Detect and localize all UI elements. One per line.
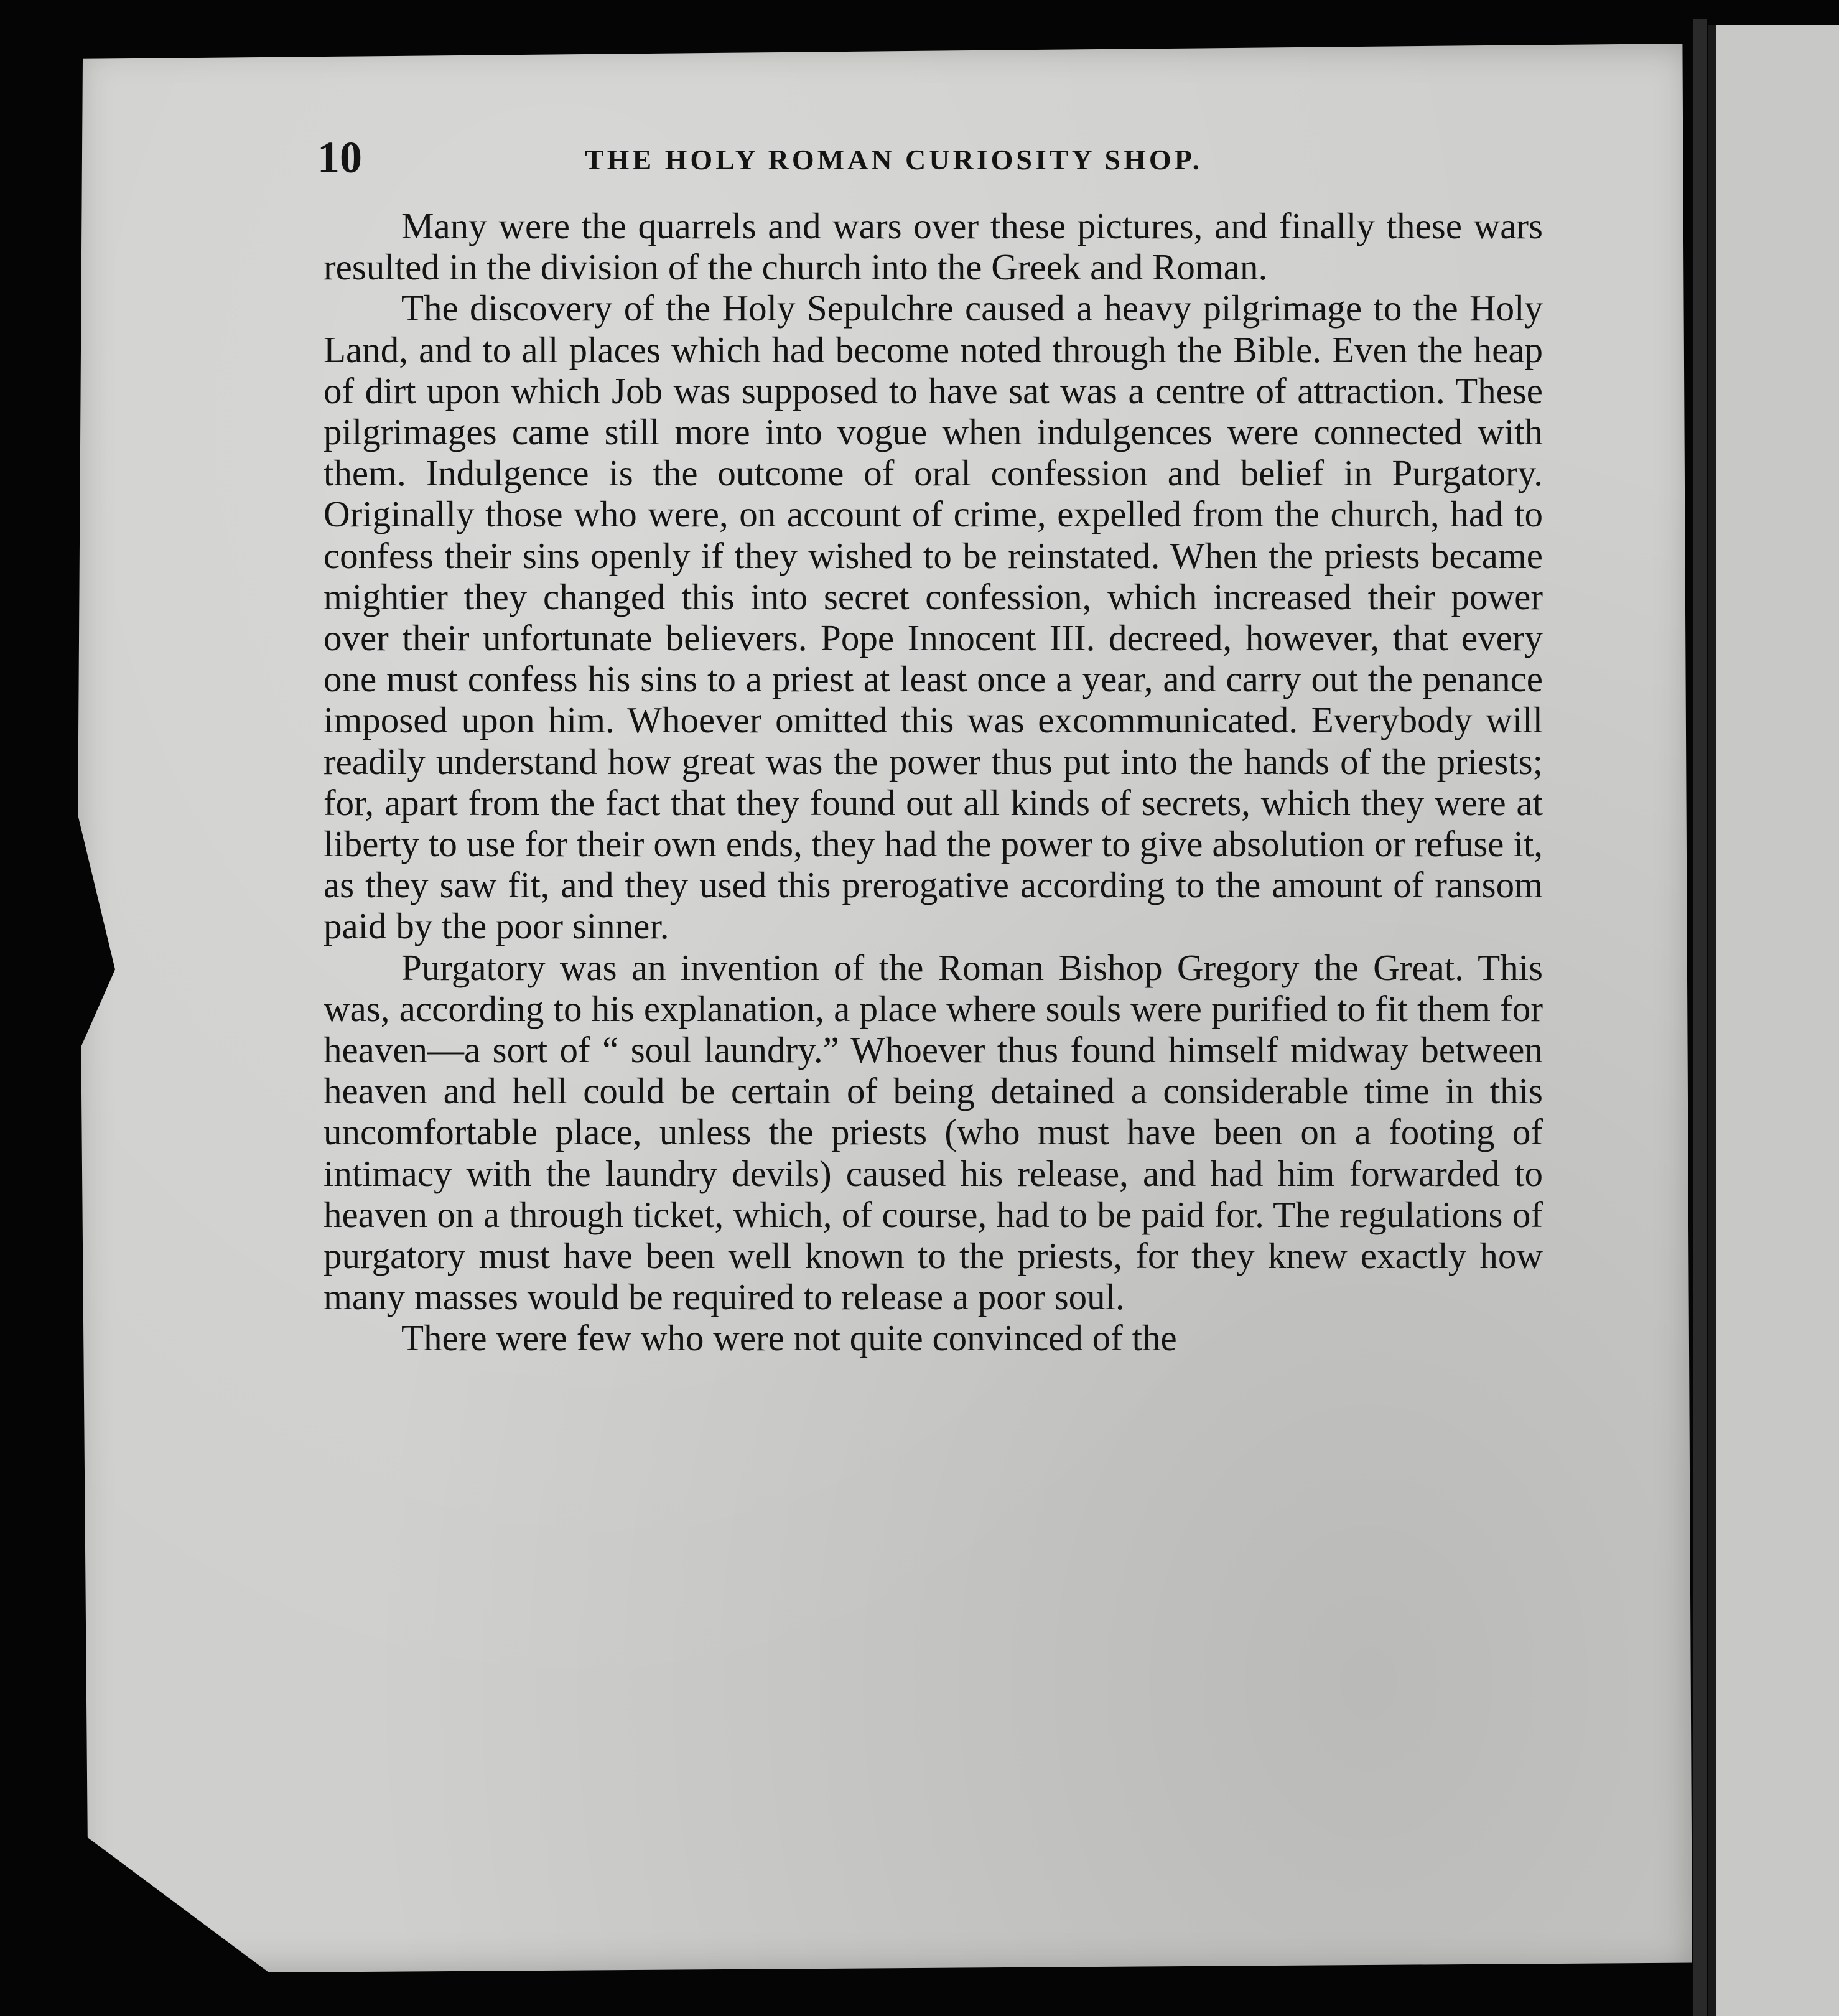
paragraph-continuation: There were few who were not quite convinced of the — [401, 1317, 1177, 1359]
paragraph-pilgrimage-confession: The discovery of the Holy Sepulchre caused a heavy pilgrimage to the Holy Land, and to all places which had become noted through the Bible. Even the heap of dirt upon which Job was supposed to have sat was a centre of attraction. These pilgrimages came still more into vogue when indulgences were connected with them. Indulgence is the outcome of oral confession and belief in Purgatory. Originally those who were, on account of crime, expelled from the church, had to confess their sins openly if they wished to be reinstated. When the priests became mightier they changed this into secret confession, which increased their power over their unfortunate believers. Pope Innocent III. decreed, however, that every one must confess his sins to a priest at least once a year, and carry out the penance imposed upon him. Whoever omitted this was excommunicated. Everybody will readily understand how great was the power thus put into the hands of the priests; for, apart from the fact that they found out all kinds of secrets, which they were at liberty to use for their own ends, they had the power to give absolution or refuse it, as they saw fit, and they used this prerogative according to the amount of ransom paid by the poor sinner. — [324, 287, 1543, 947]
page-number: 10 — [317, 133, 362, 182]
paragraph-pictures-wars: Many were the quarrels and wars over these pictures, and finally these wars resulted in the division of the church into the Greek and Roman. — [324, 205, 1543, 288]
facing-page-fragment — [1708, 25, 1839, 2016]
body-text — [324, 205, 1543, 1359]
page-header — [317, 132, 1624, 200]
book-spine-edge — [1693, 19, 1707, 2016]
paragraph-purgatory: Purgatory was an invention of the Roman Bishop Gregory the Great. This was, according to his explanation, a place where souls were purified to fit them for heaven—a sort of “ soul laundry.” Whoever thus found himself midway between heaven and hell could be certain of being detained a considerable time in this uncomfortable place, unless the priests (who must have been on a footing of intimacy with the laundry devils) caused his release, and had him forwarded to heaven on a through ticket, which, of course, had to be paid for. The regulations of purgatory must have been well known to the priests, for they knew exactly how many masses would be required to release a poor soul. — [324, 946, 1543, 1318]
running-head: THE HOLY ROMAN CURIOSITY SHOP. — [585, 144, 1203, 175]
